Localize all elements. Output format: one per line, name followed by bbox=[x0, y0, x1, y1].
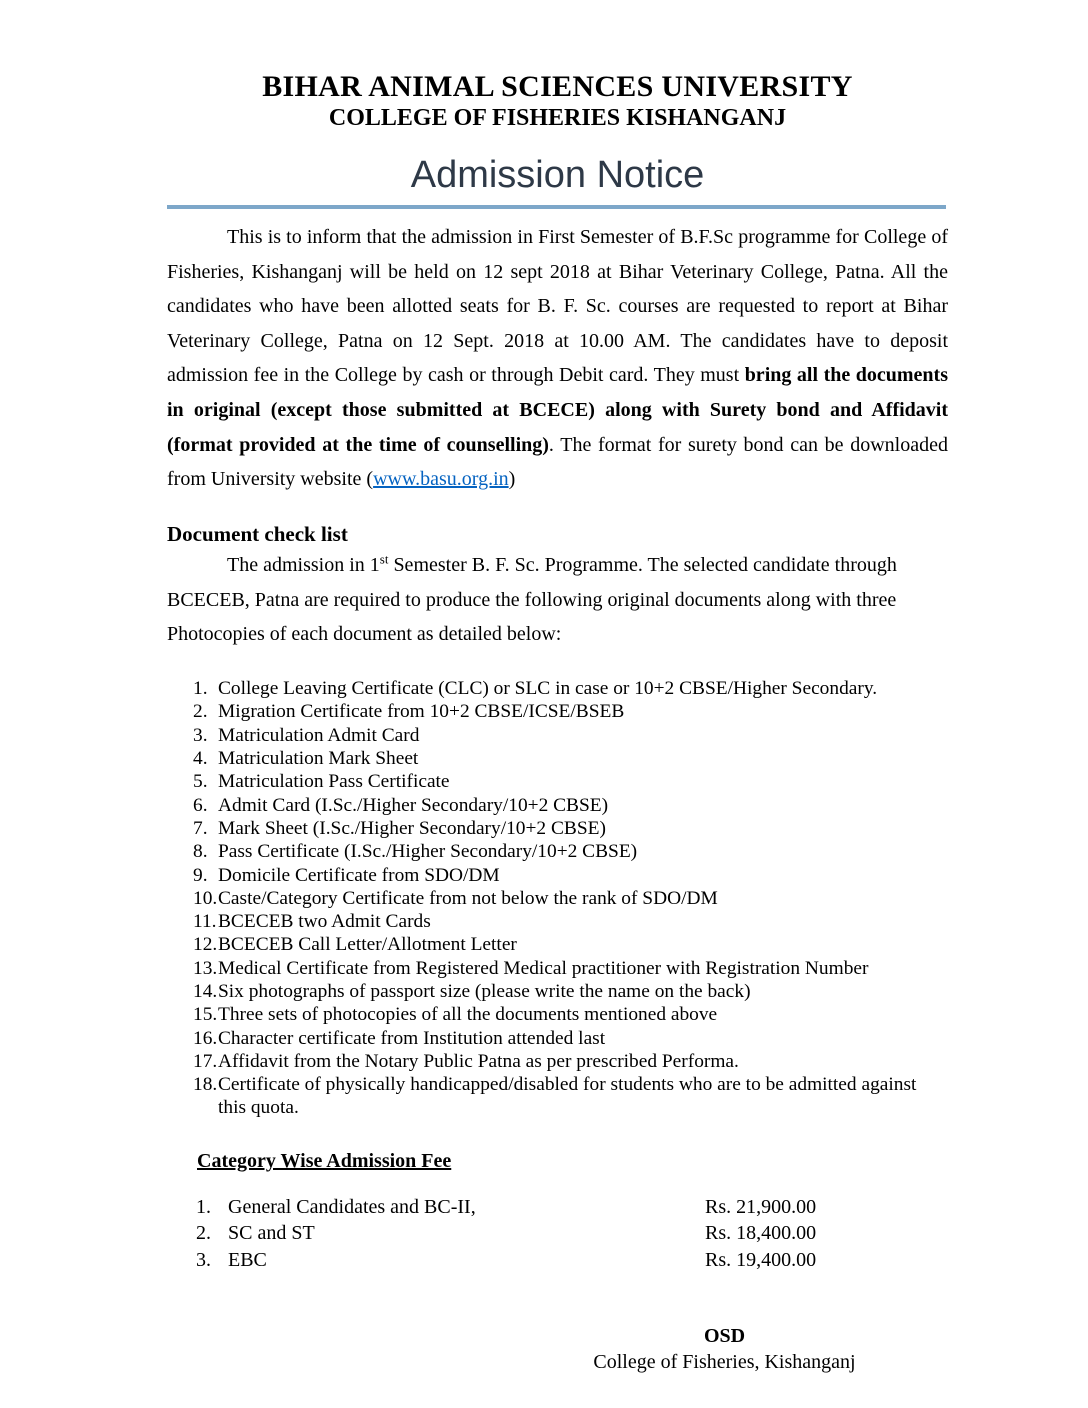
list-item-number: 9. bbox=[193, 864, 208, 886]
list-item bbox=[193, 724, 948, 747]
list-item bbox=[193, 1073, 948, 1120]
fee-category-label: EBC bbox=[228, 1248, 267, 1271]
list-item bbox=[193, 933, 948, 956]
list-item-text: BCECEB Call Letter/Allotment Letter bbox=[218, 934, 517, 956]
list-item-number: 6. bbox=[193, 794, 208, 816]
list-item-text: Migration Certificate from 10+2 CBSE/ICSE/BSEB bbox=[218, 701, 625, 723]
fee-table bbox=[196, 1194, 948, 1273]
fee-row-number: 2. bbox=[196, 1222, 211, 1245]
notice-title: Admission Notice bbox=[410, 154, 705, 196]
fee-amount: Rs. 21,900.00 bbox=[705, 1195, 817, 1218]
list-item bbox=[193, 1003, 948, 1026]
list-item-number: 12. bbox=[193, 934, 218, 956]
intro-text-1: This is to inform that the admission in First Semester of B.F.Sc programme for College of Fisheries, Kishanganj will be held on 12 sept 2018 at Bihar Veterinary College, Patna. All the candidates who have been allotted seats for B. F. Sc. courses are requested to report at Bihar Veterinary College, Patna on 12 Sept. 2018 at 10.00 AM. The candidates have to deposit admission fee in the College by cash or through Debit card. They must bbox=[167, 226, 948, 387]
list-item bbox=[193, 794, 948, 817]
fee-amount: Rs. 19,400.00 bbox=[705, 1248, 817, 1271]
list-item-text: College Leaving Certificate (CLC) or SLC in case or 10+2 CBSE/Higher Secondary. bbox=[218, 678, 878, 700]
fee-category-label: General Candidates and BC-II, bbox=[228, 1195, 476, 1218]
fee-category-label: SC and ST bbox=[228, 1222, 315, 1245]
fee-row bbox=[196, 1247, 948, 1273]
list-item-number: 1. bbox=[193, 678, 208, 700]
list-item bbox=[193, 770, 948, 793]
list-item bbox=[193, 887, 948, 910]
list-item-text: Three sets of photocopies of all the documents mentioned above bbox=[218, 1004, 718, 1026]
list-item-number: 18. bbox=[193, 1074, 218, 1096]
list-item-number: 17. bbox=[193, 1050, 218, 1072]
list-item-number: 11. bbox=[193, 911, 217, 933]
list-item-text: Caste/Category Certificate from not below the rank of SDO/DM bbox=[218, 887, 718, 909]
university-title: BIHAR ANIMAL SCIENCES UNIVERSITY bbox=[262, 70, 853, 103]
fee-amount: Rs. 18,400.00 bbox=[705, 1222, 817, 1245]
signatory-organisation: College of Fisheries, Kishanganj bbox=[593, 1351, 856, 1373]
list-item-number: 5. bbox=[193, 771, 208, 793]
list-item-text: Domicile Certificate from SDO/DM bbox=[218, 864, 500, 886]
checklist-intro-pre: The admission in 1 bbox=[227, 553, 380, 576]
list-item bbox=[193, 677, 948, 700]
list-item-text: Matriculation Pass Certificate bbox=[218, 771, 450, 793]
list-item-text: Character certificate from Institution attended last bbox=[218, 1027, 606, 1049]
list-item-number: 14. bbox=[193, 981, 218, 1002]
list-item bbox=[193, 980, 948, 1003]
list-item-number: 4. bbox=[193, 748, 208, 770]
title-divider-line bbox=[167, 205, 946, 209]
intro-text-3: ) bbox=[508, 468, 516, 491]
list-item-number: 16. bbox=[193, 1027, 218, 1049]
list-item-text: BCECEB two Admit Cards bbox=[218, 911, 431, 933]
list-item-text: Pass Certificate (I.Sc./Higher Secondary/10+2 CBSE) bbox=[218, 841, 638, 863]
document-checklist bbox=[193, 677, 948, 1120]
fee-row-number: 3. bbox=[196, 1248, 211, 1271]
fee-row bbox=[196, 1194, 948, 1220]
list-item bbox=[193, 864, 948, 887]
list-item-number: 8. bbox=[193, 841, 208, 863]
list-item-number: 3. bbox=[193, 724, 208, 746]
list-item-text: Certificate of physically handicapped/disabled for students who are to be admitted against this quota. bbox=[218, 1074, 917, 1119]
list-item bbox=[193, 1027, 948, 1050]
intro-paragraph bbox=[167, 220, 948, 497]
list-item bbox=[193, 747, 948, 770]
university-website-link[interactable]: www.basu.org.in bbox=[373, 468, 509, 491]
list-item bbox=[193, 840, 948, 863]
checklist-intro-paragraph bbox=[167, 548, 948, 652]
document-checklist-heading: Document check list bbox=[167, 521, 348, 546]
list-item-text: Matriculation Mark Sheet bbox=[218, 748, 419, 770]
fee-row bbox=[196, 1220, 948, 1246]
list-item-text: Medical Certificate from Registered Medical practitioner with Registration Number bbox=[218, 957, 869, 979]
list-item-text: Affidavit from the Notary Public Patna as per prescribed Performa. bbox=[218, 1050, 739, 1072]
college-title: COLLEGE OF FISHERIES KISHANGANJ bbox=[328, 105, 787, 131]
list-item-text: Six photographs of passport size (please write the name on the back) bbox=[218, 981, 751, 1002]
list-item-number: 13. bbox=[193, 957, 218, 979]
ordinal-superscript: st bbox=[379, 551, 389, 567]
list-item-text: Matriculation Admit Card bbox=[218, 724, 420, 746]
intro-text-2: . The format for surety bond can be downloaded from University website ( bbox=[167, 433, 948, 491]
fee-section-heading: Category Wise Admission Fee bbox=[197, 1149, 452, 1172]
intro-bold-text: bring all the documents in original (except those submitted at BCECE) along with Surety bond and Affidavit (format provided at the time of counselling) bbox=[167, 364, 948, 456]
list-item-number: 7. bbox=[193, 817, 208, 839]
list-item-number: 15. bbox=[193, 1004, 218, 1026]
list-item bbox=[193, 700, 948, 723]
list-item-number: 10. bbox=[193, 887, 218, 909]
list-item-text: Mark Sheet (I.Sc./Higher Secondary/10+2 CBSE) bbox=[218, 817, 606, 839]
signature-block bbox=[572, 1323, 877, 1375]
list-item bbox=[193, 817, 948, 840]
checklist-intro-post: Semester B. F. Sc. Programme. The selected candidate through BCECEB, Patna are required to produce the following original documents along with three Photocopies of each document as detailed below: bbox=[167, 553, 897, 646]
fee-row-number: 1. bbox=[196, 1195, 211, 1218]
list-item bbox=[193, 1050, 948, 1073]
list-item-text: Admit Card (I.Sc./Higher Secondary/10+2 CBSE) bbox=[218, 794, 609, 816]
list-item bbox=[193, 957, 948, 980]
list-item-number: 2. bbox=[193, 701, 208, 723]
signatory-designation: OSD bbox=[703, 1325, 746, 1347]
list-item bbox=[193, 910, 948, 933]
